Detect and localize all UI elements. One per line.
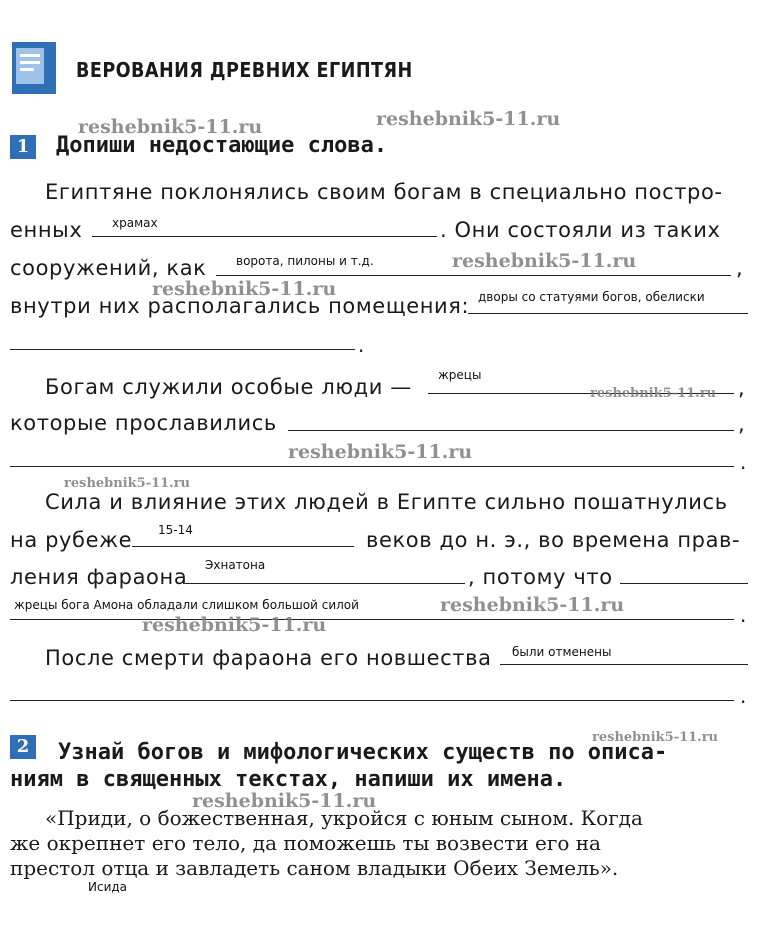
task-1-line-13: После смерти фараона его новшества bbox=[45, 646, 492, 670]
watermark: reshebnik5-11.ru bbox=[152, 278, 337, 300]
blank-reason-continued[interactable] bbox=[10, 619, 734, 620]
task-1-line-2b: . Они состояли из таких bbox=[440, 218, 721, 242]
task-2-number: 2 bbox=[10, 735, 36, 759]
answer-structures: ворота, пилоны и т.д. bbox=[236, 254, 374, 268]
task-1-line-10b: веков до н. э., во времена прав- bbox=[366, 528, 741, 552]
task-1-line-1: Египтяне поклонялись своим богам в специально постро- bbox=[45, 180, 723, 204]
watermark: reshebnik5-11.ru bbox=[592, 730, 719, 745]
answer-innovations: были отменены bbox=[512, 645, 612, 659]
task-1-number: 1 bbox=[10, 135, 36, 159]
watermark: reshebnik5-11.ru bbox=[192, 790, 377, 812]
watermark: reshebnik5-11.ru bbox=[142, 614, 327, 636]
quote-line-1: «Приди, о божественная, укройся с юным сыном. Когда bbox=[45, 806, 643, 830]
watermark: reshebnik5-11.ru bbox=[440, 594, 625, 616]
task-1-line-10a: на рубеже bbox=[10, 528, 133, 552]
watermark: reshebnik5-11.ru bbox=[78, 116, 263, 138]
blank-famous-for-continued[interactable] bbox=[10, 466, 734, 467]
watermark: reshebnik5-11.ru bbox=[452, 250, 637, 272]
quote-line-3: престол отца и завладеть саном владыки Обеих Земель». bbox=[10, 856, 619, 880]
watermark: reshebnik5-11.ru bbox=[64, 476, 191, 491]
watermark: reshebnik5-11.ru bbox=[376, 108, 561, 130]
page-title: ВЕРОВАНИЯ ДРЕВНИХ ЕГИПТЯН bbox=[76, 58, 413, 82]
blank-temples[interactable] bbox=[92, 236, 437, 237]
blank-innovations[interactable] bbox=[500, 664, 748, 665]
blank-rooms-continued[interactable] bbox=[10, 349, 355, 350]
watermark: reshebnik5-11.ru bbox=[590, 386, 717, 401]
answer-century: 15-14 bbox=[158, 523, 193, 537]
task-1-line-4: внутри них располагались помещения: bbox=[10, 294, 470, 318]
answer-rooms: дворы со статуями богов, обелиски bbox=[478, 290, 705, 304]
task-1-line-3: сооружений, как bbox=[10, 256, 207, 280]
answer-isis: Исида bbox=[88, 880, 128, 894]
book-icon bbox=[10, 40, 58, 96]
task-1-line-11a: ления фараона bbox=[10, 565, 188, 589]
watermark: reshebnik5-11.ru bbox=[288, 441, 473, 463]
quote-line-2: же окрепнет его тело, да поможешь ты возвести его на bbox=[10, 831, 601, 855]
task-2-instruction-line-2: ниям в священных текстах, напиши их имена. bbox=[10, 767, 567, 792]
blank-century[interactable] bbox=[132, 546, 354, 547]
task-1-line-7: которые прославились bbox=[10, 411, 277, 435]
task-1-line-2a: енных bbox=[10, 218, 83, 242]
answer-temples: храмах bbox=[112, 216, 158, 230]
task-2-instruction-line-1: Узнай богов и мифологических существ по описа- bbox=[58, 740, 668, 765]
blank-structures[interactable] bbox=[216, 275, 731, 276]
task-1-line-9: Сила и влияние этих людей в Египте сильно пошатнулись bbox=[45, 490, 728, 514]
task-1-line-11b: , потому что bbox=[468, 565, 613, 589]
answer-reason: жрецы бога Амона обладали слишком большой силой bbox=[14, 598, 359, 612]
answer-priests: жрецы bbox=[438, 368, 482, 382]
blank-rooms[interactable] bbox=[468, 313, 748, 314]
blank-innovations-continued[interactable] bbox=[10, 700, 734, 701]
answer-pharaoh: Эхнатона bbox=[205, 558, 266, 572]
blank-reason[interactable] bbox=[620, 583, 748, 584]
blank-famous-for[interactable] bbox=[288, 430, 734, 431]
task-1-instruction: Допиши недостающие слова. bbox=[56, 133, 388, 158]
blank-pharaoh[interactable] bbox=[185, 583, 465, 584]
task-1-line-6: Богам служили особые люди — bbox=[45, 375, 412, 399]
